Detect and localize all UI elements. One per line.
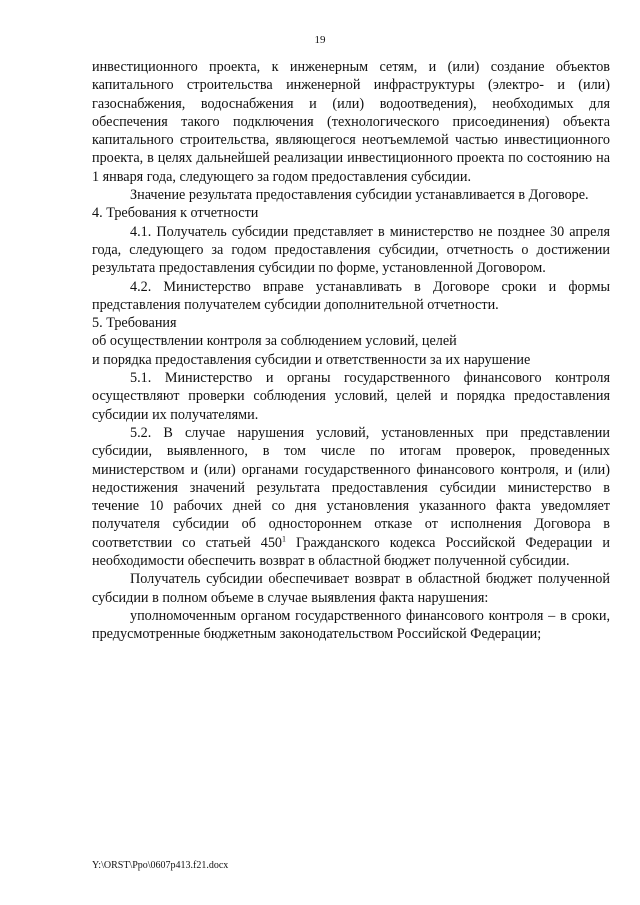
- section-5-subtitle-line2: и порядка предоставления субсидии и ответственности за их нарушение: [92, 351, 531, 368]
- section-4-title: 4. Требования к отчетности: [92, 205, 259, 222]
- section-5-subtitle-line1: об осуществлении контроля за соблюдением условий, целей: [92, 333, 457, 350]
- paragraph-5-2-text-end: Гражданского кодекса Российской Федерации и необходимости обеспечить возврат в областной бюджет полученной субсидии.: [92, 534, 610, 570]
- paragraph-5-2-text-start: 5.2. В случае нарушения условий, установленных при представлении субсидии, выявленного, в том числе по итогам проверок, проведенных министерством и (или) органами государственного финансового контроля, и (или) недостижения значений результата предоставления субсидии министерство в течение 10 рабочих дней со дня установления указанного факта уведомляет получателя субсидии об одностороннем отказе от исполнения Договора в соответствии со статьей 450: [92, 424, 610, 551]
- result-value-paragraph: Значение результата предоставления субсидии устанавливается в Договоре.: [130, 187, 589, 204]
- footer-file-path: Y:\ORST\Ppo\0607p413.f21.docx: [92, 860, 229, 871]
- section-5-title: 5. Требования: [92, 315, 177, 332]
- article-superscript: 1: [282, 533, 287, 543]
- paragraph-5-1: 5.1. Министерство и органы государственного финансового контроля осуществляют проверки соблюдения условий, целей и порядка предоставления субсидии их получателями.: [92, 370, 610, 423]
- paragraph-5-2: [92, 424, 610, 570]
- document-body: [92, 58, 610, 644]
- intro-paragraph: инвестиционного проекта, к инженерным сетям, и (или) создание объектов капитального строительства инженерной инфраструктуры (электро- и (или) газоснабжения, водоснабжения и (или) водоотведения), необходимых для обеспечения такого подключения (технологического присоединения) объекта капитального строительства, являющегося неотъемлемой частью инвестиционного проекта, в целях дальнейшей реализации инвестиционного проекта по состоянию на 1 января года, следующего за годом предоставления субсидии.: [92, 59, 610, 185]
- paragraph-4-1: 4.1. Получатель субсидии представляет в министерство не позднее 30 апреля года, следующего за годом предоставления субсидии, отчетность о достижении результата предоставления субсидии по форме, установленной Договором.: [92, 223, 610, 277]
- authorized-body-paragraph: уполномоченным органом государственного финансового контроля – в сроки, предусмотренные бюджетным законодательством Российской Федерации;: [92, 607, 610, 643]
- page-number: 19: [314, 34, 326, 46]
- paragraph-4-2: 4.2. Министерство вправе устанавливать в Договоре сроки и формы представления получателем субсидии дополнительной отчетности.: [92, 278, 610, 313]
- return-paragraph: Получатель субсидии обеспечивает возврат в областной бюджет полученной субсидии в полном объеме в случае выявления факта нарушения:: [92, 571, 610, 606]
